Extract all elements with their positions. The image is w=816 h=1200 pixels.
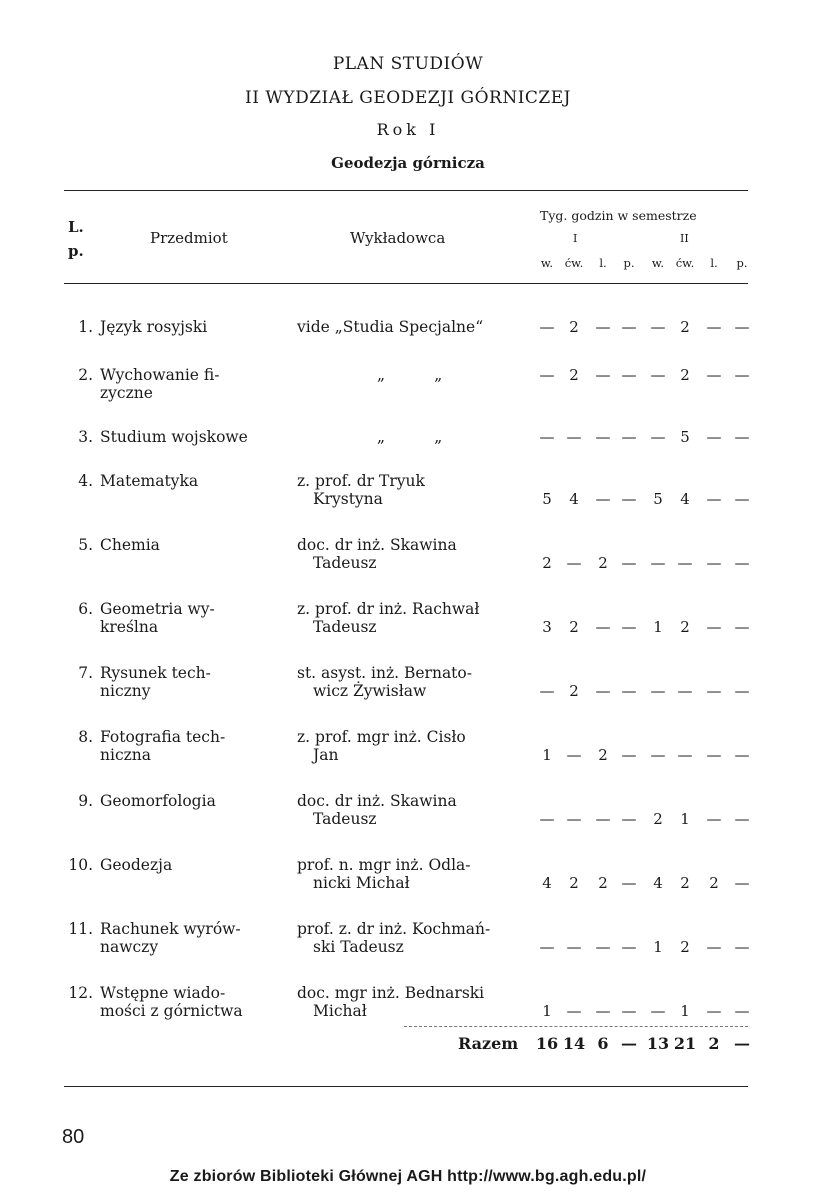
total-hours-cell: — [621, 1034, 637, 1053]
page-number: 80 [62, 1126, 85, 1148]
hours-cell: 2 [569, 874, 579, 892]
subject-cell [100, 318, 285, 336]
hours-cell: — [706, 490, 722, 508]
hours-cell: — [621, 874, 637, 892]
hours-cell: — [621, 746, 637, 764]
lecturer-cell [297, 536, 532, 572]
subject-line: Geomorfologia [100, 792, 216, 810]
hours-cell: — [539, 938, 555, 956]
hours-cell: — [566, 746, 582, 764]
hours-cell: 2 [653, 810, 663, 828]
total-label: Razem [458, 1034, 519, 1053]
hours-cell: — [734, 490, 750, 508]
subject-line: mości z górnictwa [100, 1002, 243, 1020]
hours-cell: 5 [680, 428, 690, 446]
hours-cell: — [595, 318, 611, 336]
hours-cell: — [706, 810, 722, 828]
subject-cell [100, 600, 285, 636]
lecturer-cell [297, 792, 532, 828]
hours-cell: — [621, 366, 637, 384]
hours-cell: 1 [680, 1002, 690, 1020]
total-hours-cell: — [734, 1034, 750, 1053]
hours-cell: 1 [653, 938, 663, 956]
hours-cell: — [734, 1002, 750, 1020]
lecturer-cell [297, 920, 532, 956]
lecturer-line: prof. z. dr inż. Kochmań- [297, 920, 491, 938]
subject-cell [100, 984, 285, 1020]
hours-cell: — [706, 682, 722, 700]
total-hours-cell: 2 [708, 1034, 720, 1053]
header-lp [68, 215, 84, 263]
hours-cell: — [621, 1002, 637, 1020]
header-subcolumn: p. [623, 256, 635, 270]
hours-cell: 2 [680, 618, 690, 636]
subject-cell [100, 472, 285, 490]
specialization-title: Geodezja górnicza [331, 154, 485, 172]
header-weekly-hours: Tyg. godzin w semestrze [540, 208, 697, 223]
subject-line: zyczne [100, 384, 153, 402]
hours-cell: 1 [542, 746, 552, 764]
lecturer-cell [297, 366, 532, 384]
header-semester-1: I [573, 232, 578, 245]
subject-cell [100, 792, 285, 810]
lecturer-line: Tadeusz [313, 618, 377, 636]
hours-cell: — [650, 746, 666, 764]
hours-cell: — [706, 938, 722, 956]
row-number: 2. [78, 366, 93, 384]
library-footer: Ze zbiorów Biblioteki Głównej AGH http://www.bg.agh.edu.pl/ [169, 1168, 647, 1185]
hours-cell: 2 [598, 554, 608, 572]
faculty-title: II WYDZIAŁ GEODEZJI GÓRNICZEJ [245, 88, 571, 108]
hours-cell: — [706, 1002, 722, 1020]
row-number: 12. [68, 984, 93, 1002]
lecturer-line: vide „Studia Specjalne“ [297, 318, 484, 336]
table-top-rule [64, 190, 748, 191]
subject-line: Studium wojskowe [100, 428, 248, 446]
subject-cell [100, 664, 285, 700]
hours-cell: — [595, 1002, 611, 1020]
hours-cell: 2 [680, 318, 690, 336]
hours-cell: — [650, 366, 666, 384]
hours-cell: 4 [542, 874, 552, 892]
subject-line: Geometria wy- [100, 600, 215, 618]
subject-cell [100, 728, 285, 764]
hours-cell: — [734, 810, 750, 828]
header-subcolumn: l. [599, 256, 607, 270]
hours-cell: — [566, 938, 582, 956]
hours-cell: — [566, 554, 582, 572]
lecturer-line: „ „ [377, 366, 443, 384]
subject-line: niczna [100, 746, 152, 764]
row-number: 9. [78, 792, 93, 810]
subject-line: Wychowanie fi- [100, 366, 220, 384]
row-number: 3. [78, 428, 93, 446]
subject-cell [100, 366, 285, 402]
header-subject: Przedmiot [150, 229, 228, 247]
total-rule [404, 1026, 748, 1027]
lecturer-line: ski Tadeusz [313, 938, 404, 956]
row-number: 10. [68, 856, 93, 874]
subject-line: Matematyka [100, 472, 199, 490]
hours-cell: — [595, 618, 611, 636]
hours-cell: 1 [542, 1002, 552, 1020]
lecturer-line: Michał [313, 1002, 367, 1020]
hours-cell: — [566, 810, 582, 828]
hours-cell: — [539, 810, 555, 828]
hours-cell: — [539, 682, 555, 700]
header-lp-line2: p. [68, 242, 84, 260]
hours-cell: 2 [598, 874, 608, 892]
header-lp-line1: L. [68, 218, 84, 236]
lecturer-cell [297, 428, 532, 446]
header-subcolumn: l. [710, 256, 718, 270]
lecturer-cell [297, 856, 532, 892]
total-hours-cell: 13 [646, 1034, 670, 1053]
subject-line: nawczy [100, 938, 159, 956]
lecturer-line: wicz Żywisław [313, 682, 427, 700]
hours-cell: — [539, 366, 555, 384]
lecturer-line: z. prof. mgr inż. Cisło [297, 728, 466, 746]
hours-cell: — [621, 938, 637, 956]
hours-cell: — [595, 428, 611, 446]
hours-cell: — [677, 746, 693, 764]
hours-cell: — [595, 490, 611, 508]
hours-cell: 2 [569, 618, 579, 636]
subject-line: Wstępne wiado- [100, 984, 226, 1002]
hours-cell: 4 [653, 874, 663, 892]
hours-cell: — [595, 366, 611, 384]
hours-cell: — [734, 554, 750, 572]
hours-cell: — [539, 428, 555, 446]
lecturer-cell [297, 318, 532, 336]
hours-cell: 2 [709, 874, 719, 892]
lecturer-line: nicki Michał [313, 874, 410, 892]
hours-cell: — [621, 554, 637, 572]
hours-cell: — [621, 810, 637, 828]
hours-cell: 2 [569, 318, 579, 336]
lecturer-line: doc. dr inż. Skawina [297, 536, 457, 554]
hours-cell: 2 [680, 366, 690, 384]
lecturer-cell [297, 664, 532, 700]
table-bottom-rule [64, 1086, 748, 1087]
subject-line: Fotografia tech- [100, 728, 226, 746]
header-semester-2: II [680, 232, 689, 245]
hours-cell: — [677, 554, 693, 572]
subject-line: Rachunek wyrów- [100, 920, 241, 938]
header-subcolumn: p. [736, 256, 748, 270]
row-number: 5. [78, 536, 93, 554]
header-subcolumn: ćw. [675, 256, 695, 270]
hours-cell: — [566, 428, 582, 446]
hours-cell: — [650, 318, 666, 336]
row-number: 8. [78, 728, 93, 746]
lecturer-line: „ „ [377, 428, 443, 446]
lecturer-line: Jan [313, 746, 339, 764]
lecturer-line: st. asyst. inż. Bernato- [297, 664, 472, 682]
hours-cell: 4 [569, 490, 579, 508]
hours-cell: — [734, 618, 750, 636]
subject-cell [100, 428, 285, 446]
lecturer-cell [297, 728, 532, 764]
hours-cell: — [706, 366, 722, 384]
hours-cell: — [566, 1002, 582, 1020]
plan-title: PLAN STUDIÓW [332, 54, 484, 74]
hours-cell: — [595, 682, 611, 700]
subject-cell [100, 856, 285, 874]
lecturer-line: z. prof. dr inż. Rachwał [297, 600, 480, 618]
lecturer-cell [297, 984, 532, 1020]
hours-cell: 4 [680, 490, 690, 508]
row-number: 6. [78, 600, 93, 618]
lecturer-line: doc. mgr inż. Bednarski [297, 984, 485, 1002]
hours-cell: 3 [542, 618, 552, 636]
lecturer-line: Tadeusz [313, 554, 377, 572]
subject-line: niczny [100, 682, 151, 700]
row-number: 1. [78, 318, 93, 336]
hours-cell: — [595, 810, 611, 828]
hours-cell: — [677, 682, 693, 700]
hours-cell: 5 [542, 490, 552, 508]
subject-line: Chemia [100, 536, 160, 554]
lecturer-line: doc. dr inż. Skawina [297, 792, 457, 810]
hours-cell: 2 [569, 682, 579, 700]
hours-cell: — [621, 490, 637, 508]
hours-cell: — [621, 618, 637, 636]
hours-cell: 1 [680, 810, 690, 828]
hours-cell: — [706, 318, 722, 336]
lecturer-line: prof. n. mgr inż. Odla- [297, 856, 471, 874]
hours-cell: — [650, 1002, 666, 1020]
hours-cell: — [650, 554, 666, 572]
total-hours-cell: 21 [673, 1034, 697, 1053]
hours-cell: — [621, 318, 637, 336]
hours-cell: — [734, 682, 750, 700]
hours-cell: — [621, 428, 637, 446]
hours-cell: — [650, 682, 666, 700]
row-number: 11. [68, 920, 93, 938]
hours-cell: — [706, 746, 722, 764]
lecturer-line: Tadeusz [313, 810, 377, 828]
total-hours-cell: 14 [562, 1034, 586, 1053]
hours-cell: 2 [680, 938, 690, 956]
hours-cell: — [734, 874, 750, 892]
lecturer-line: z. prof. dr Tryuk [297, 472, 425, 490]
table-header-rule [64, 283, 748, 284]
hours-cell: — [734, 318, 750, 336]
hours-cell: — [706, 428, 722, 446]
hours-cell: — [734, 366, 750, 384]
hours-cell: 1 [653, 618, 663, 636]
hours-cell: 2 [569, 366, 579, 384]
lecturer-cell [297, 600, 532, 636]
hours-cell: — [595, 938, 611, 956]
lecturer-line: Krystyna [313, 490, 383, 508]
subject-line: Język rosyjski [100, 318, 208, 336]
subject-line: kreślna [100, 618, 159, 636]
hours-cell: 2 [598, 746, 608, 764]
hours-cell: — [621, 682, 637, 700]
hours-cell: — [734, 938, 750, 956]
hours-cell: 2 [542, 554, 552, 572]
row-number: 4. [78, 472, 93, 490]
header-subcolumn: w. [540, 256, 554, 270]
hours-cell: — [650, 428, 666, 446]
hours-cell: — [734, 746, 750, 764]
header-subcolumn: w. [651, 256, 665, 270]
lecturer-cell [297, 472, 532, 508]
hours-cell: — [706, 618, 722, 636]
total-hours-cell: 16 [535, 1034, 559, 1053]
hours-cell: 2 [680, 874, 690, 892]
total-hours-cell: 6 [597, 1034, 609, 1053]
year-title: Rok I [376, 120, 440, 139]
row-number: 7. [78, 664, 93, 682]
hours-cell: — [539, 318, 555, 336]
header-subcolumn: ćw. [564, 256, 584, 270]
hours-cell: — [734, 428, 750, 446]
subject-line: Rysunek tech- [100, 664, 211, 682]
subject-cell [100, 920, 285, 956]
subject-cell [100, 536, 285, 554]
hours-cell: — [706, 554, 722, 572]
subject-line: Geodezja [100, 856, 173, 874]
hours-cell: 5 [653, 490, 663, 508]
header-lecturer: Wykładowca [350, 229, 446, 247]
